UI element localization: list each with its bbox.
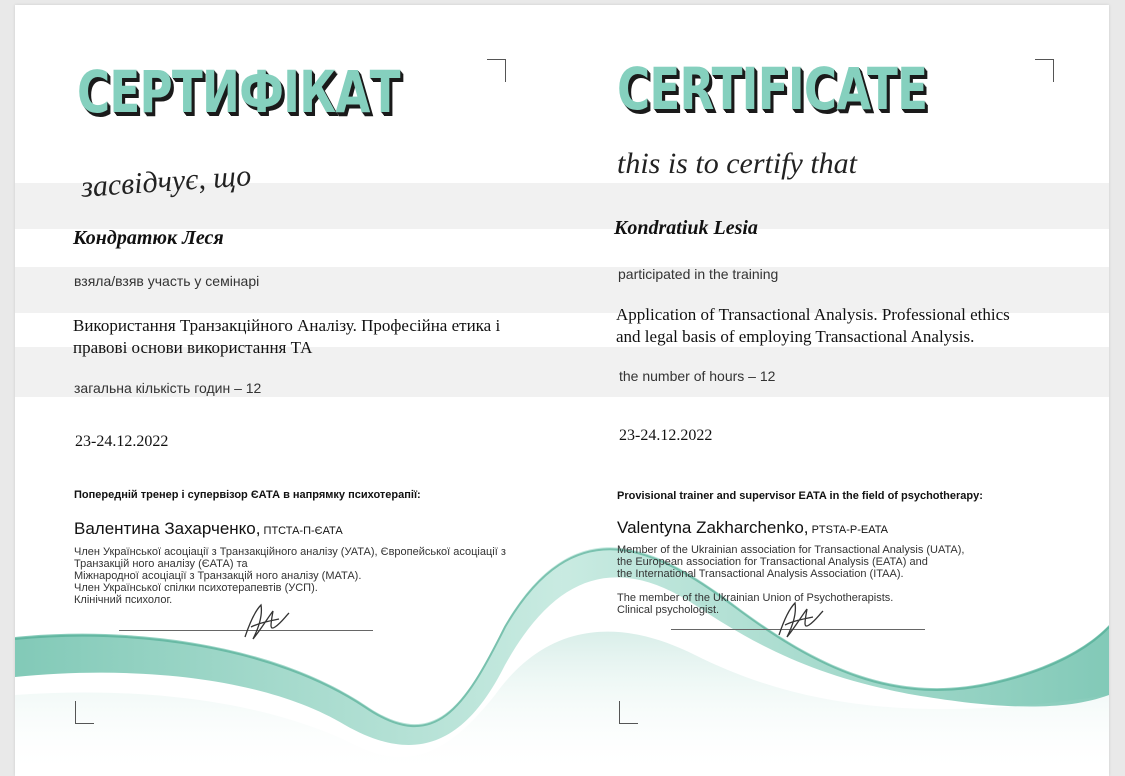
participated-text-uk: взяла/взяв участь у семінарі: [74, 273, 260, 289]
hours-text-uk: загальна кількість годин – 12: [74, 380, 262, 396]
corner-bracket: [75, 701, 94, 724]
certify-text-uk: засвідчує, що: [80, 159, 253, 204]
corner-bracket: [1035, 59, 1054, 82]
certificate-sheet: [15, 5, 1109, 776]
trainer-description-uk: Член Української асоціації з Транзакційного аналізу (УАТА), Європейської асоціації з Транзакцій ного аналізу (ЄАТА) та Міжнародної асоціації з Транзакцій ного аналізу (МАТА). Член Української спілки психотерапевтів (УСП). Клінічний психолог.: [74, 546, 506, 606]
recipient-name-uk: Кондратюк Леся: [73, 227, 224, 249]
trainer-description-en: Member of the Ukrainian association for Transactional Analysis (UATA), the European association for Transactional Analysis (EATA) and the International Transactional Analysis Association (ITAA). The member of the Ukrainian Union of Psychotherapists. Clinical psychologist.: [617, 544, 965, 616]
date-uk: 23-24.12.2022: [75, 433, 169, 450]
trainer-name-en: Valentyna Zakharchenko, PTSTA-P-EATA: [617, 518, 888, 537]
participated-text-en: participated in the training: [618, 266, 779, 282]
trainer-heading-uk: Попередній тренер і супервізор ЄАТА в напрямку психотерапії:: [74, 489, 421, 501]
signature-uk: [235, 601, 295, 645]
certify-text-en: this is to certify that: [617, 147, 857, 180]
certificate-title-uk: СЕРТИФІКАТ: [77, 58, 400, 126]
recipient-name-en: Kondratiuk Lesia: [614, 217, 758, 239]
certificate-title-en: CERTIFICATE: [617, 55, 928, 123]
corner-bracket: [619, 701, 638, 724]
hours-text-en: the number of hours – 12: [619, 368, 776, 384]
course-title-en: Application of Transactional Analysis. Professional ethics and legal basis of employing Transactional Analysis.: [616, 305, 1010, 346]
signature-en: [769, 599, 829, 643]
trainer-heading-en: Provisional trainer and supervisor EATA in the field of psychotherapy:: [617, 490, 983, 502]
date-en: 23-24.12.2022: [619, 427, 713, 444]
course-title-uk: Використання Транзакційного Аналізу. Професійна етика і правові основи використання ТА: [73, 316, 501, 357]
trainer-name-uk: Валентина Захарченко, ПТСТА-П-ЄАТА: [74, 519, 343, 538]
corner-bracket: [487, 59, 506, 82]
